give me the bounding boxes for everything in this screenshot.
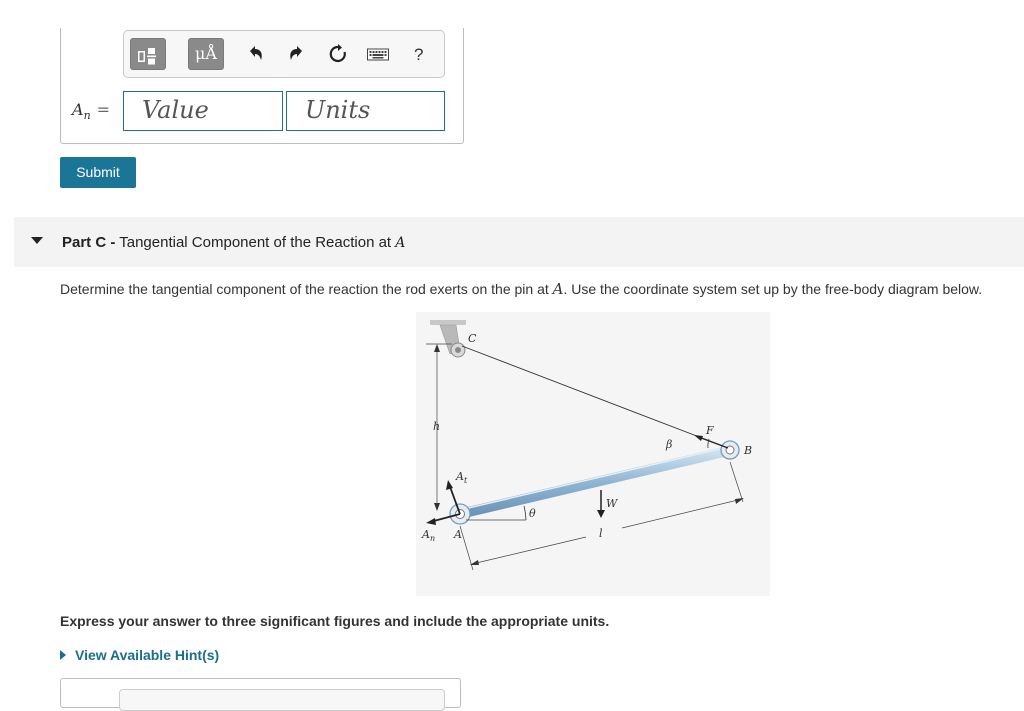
weight-arrow [597,490,605,518]
instruction-text: Express your answer to three significant figures and include the appropriate units. [60,613,610,629]
hints-label[interactable]: View Available Hint(s) [75,647,220,663]
math-toolbar [123,30,445,78]
collapse-caret-icon[interactable] [31,237,43,244]
expand-triangle-icon [60,650,66,660]
label-f: F [706,424,714,437]
label-at: $A_t$ [456,470,468,485]
variable-symbol: A [72,100,84,119]
equals-sign: = [96,100,111,119]
templates-icon[interactable] [130,38,166,70]
label-b: B [744,444,753,457]
part-point: A [395,235,406,251]
view-hints-link[interactable] [60,647,219,663]
label-w: W [606,497,618,510]
question-text [60,280,982,298]
redo-icon[interactable] [286,43,308,65]
label-theta: θ [529,507,536,520]
question-text-before: Determine the tangential component of the reaction the rod exerts on the pin at [60,281,549,297]
rod [450,441,739,524]
label-a: A [454,528,462,541]
free-body-diagram [416,312,770,596]
part-title-text: Tangential Component of the Reaction at [119,234,392,251]
cable [462,346,728,448]
undo-icon[interactable] [244,43,266,65]
label-c: C [468,332,477,345]
reset-icon[interactable] [327,43,349,65]
next-answer-panel [60,678,461,708]
submit-button[interactable]: Submit [60,157,136,188]
theta-arc [524,506,526,520]
part-c-header[interactable] [14,217,1024,267]
label-beta: β [666,438,673,451]
units-input[interactable]: Units [286,91,445,131]
label-h: h [433,420,441,433]
question-text-after: . Use the coordinate system set up by the free-body diagram below. [563,281,983,297]
value-input[interactable]: Value [123,91,283,131]
next-toolbar [119,689,445,711]
variable-subscript: n [83,109,91,123]
answer-variable-label [72,100,110,122]
units-button[interactable]: μÅ [188,38,224,70]
part-title [62,234,405,251]
label-an: $A_n$ [422,528,436,543]
question-point: A [552,280,564,298]
keyboard-icon[interactable] [367,43,389,65]
part-prefix: Part C - [62,234,116,251]
label-l: l [599,527,603,540]
help-button[interactable]: ? [414,45,424,64]
